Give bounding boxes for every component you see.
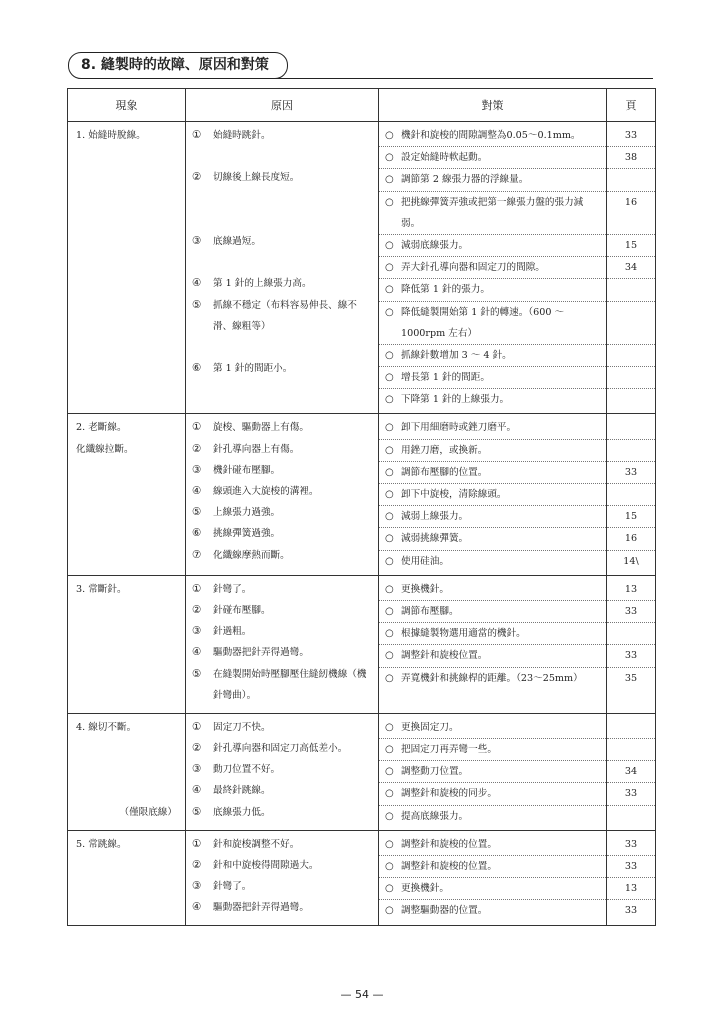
solution-item	[379, 600, 606, 622]
cause-text: 抓線不穩定（布料容易伸長、線不滑、線粗等）	[213, 299, 357, 332]
circled-number: ⑤	[192, 506, 202, 519]
solution-text: 減弱底線張力。	[401, 239, 469, 251]
solution-text: 設定始縫時軟起動。	[401, 152, 488, 164]
cause-text: 針彎了。	[213, 881, 252, 893]
page-ref	[607, 805, 655, 827]
bullet-circle-icon: ○	[385, 444, 394, 456]
cause-text: 化纖線摩熱而斷。	[213, 549, 290, 561]
page-ref: 16	[607, 191, 655, 234]
fault-group	[68, 575, 656, 713]
page-number: — 54 —	[340, 988, 384, 1001]
solution-cell	[379, 122, 607, 414]
cause-text: 針碰布壓腳。	[213, 604, 271, 616]
cause-item	[186, 579, 378, 600]
solution-text: 降低縫製開始第 1 針的轉速。（600 ～ 1000rpm 左右）	[401, 306, 565, 339]
cause-text: 針孔導向器上有傷。	[213, 443, 300, 455]
cause-item	[186, 295, 378, 359]
bullet-circle-icon: ○	[385, 883, 394, 895]
cause-text: 針過粗。	[213, 626, 252, 638]
page-ref: 33	[607, 461, 655, 483]
solution-item	[379, 855, 606, 877]
solution-item	[379, 125, 606, 146]
bullet-circle-icon: ○	[385, 744, 394, 756]
solution-item	[379, 366, 606, 388]
cause-item	[186, 664, 378, 706]
cause-item	[186, 780, 378, 801]
solution-item	[379, 667, 606, 710]
cause-cell	[186, 575, 379, 713]
cause-text: 始縫時跳針。	[213, 130, 271, 141]
phenomenon-text: （僅限底線）	[119, 806, 177, 818]
fault-group	[68, 122, 656, 414]
page-ref	[607, 344, 655, 366]
column-header-cause: 原因	[186, 89, 379, 122]
circled-number: ③	[192, 463, 202, 476]
header-rule	[268, 78, 653, 79]
solution-item	[379, 461, 606, 483]
header-row	[68, 89, 656, 122]
circled-number: ⑥	[192, 362, 202, 375]
cause-item	[186, 545, 378, 566]
page-cell	[607, 414, 656, 575]
solution-item	[379, 644, 606, 666]
page-ref: 33	[624, 838, 638, 850]
circled-number: ①	[192, 837, 202, 850]
solution-item	[379, 168, 606, 190]
solution-text: 減弱上線張力。	[401, 511, 469, 523]
cause-text: 動刀位置不好。	[213, 764, 281, 776]
bullet-circle-icon: ○	[385, 130, 394, 141]
solution-text: 調節第 2 線張力器的浮線量。	[401, 174, 529, 186]
solution-item	[379, 579, 606, 600]
solution-text: 弄寬機針和挑線桿的距離。（23～25mm）	[401, 672, 583, 684]
cause-text: 底線過短。	[213, 235, 261, 247]
solution-text: 卸下用細磨時或銼刀磨平。	[401, 422, 517, 434]
bullet-circle-icon: ○	[385, 766, 394, 778]
circled-number: ③	[192, 625, 202, 638]
solution-item	[379, 191, 606, 234]
phenomenon-text: 3. 常斷針。	[76, 583, 127, 595]
page-ref	[607, 738, 655, 760]
bullet-circle-icon: ○	[385, 349, 394, 361]
table-row	[68, 830, 656, 925]
bullet-circle-icon: ○	[385, 810, 394, 822]
page-ref	[607, 483, 655, 505]
solution-item	[379, 483, 606, 505]
cause-item	[186, 417, 378, 438]
table-row	[68, 575, 656, 713]
solution-item	[379, 834, 606, 855]
column-header-phenomenon: 現象	[68, 89, 186, 122]
section-header	[68, 52, 653, 82]
solution-item	[379, 505, 606, 527]
cause-item	[186, 523, 378, 544]
solution-cell	[379, 414, 607, 575]
solution-item	[379, 738, 606, 760]
cause-item	[186, 876, 378, 897]
page-ref	[607, 301, 655, 344]
solution-item	[379, 388, 606, 410]
solution-text: 調整驅動器的位置。	[401, 905, 488, 917]
bullet-circle-icon: ○	[385, 788, 394, 800]
page-ref: 33	[607, 782, 655, 804]
fault-group	[68, 830, 656, 925]
column-header-solution: 對策	[379, 89, 607, 122]
solution-text: 增長第 1 針的間距。	[401, 372, 490, 384]
phenomenon-cell	[68, 122, 186, 414]
circled-number: ⑦	[192, 548, 202, 561]
solution-item	[379, 234, 606, 256]
cause-text: 旋梭、驅動器上有傷。	[213, 422, 309, 434]
page-ref: 33	[607, 899, 655, 921]
cause-text: 驅動器把針弄得過彎。	[213, 647, 309, 659]
solution-item	[379, 877, 606, 899]
page-ref: 15	[607, 234, 655, 256]
cause-text: 針和中旋梭得間隙過大。	[213, 860, 319, 872]
cause-item	[186, 125, 378, 167]
bullet-circle-icon: ○	[385, 628, 394, 640]
solution-item	[379, 622, 606, 644]
circled-number: ②	[192, 859, 202, 872]
cause-text: 機針碰布壓腳。	[213, 464, 281, 476]
page-cell	[607, 830, 656, 925]
solution-item	[379, 256, 606, 278]
cause-text: 第 1 針的間距小。	[213, 363, 293, 375]
cause-item	[186, 717, 378, 738]
phenomenon-text: 1. 始縫時脫線。	[76, 130, 146, 141]
solution-item	[379, 439, 606, 461]
cause-text: 最終針跳線。	[213, 785, 271, 797]
circled-number: ⑤	[192, 805, 202, 818]
table-row	[68, 122, 656, 414]
cause-text: 挑線彈簧過強。	[213, 528, 281, 540]
page-cell	[607, 575, 656, 713]
page-ref: 13	[624, 583, 638, 595]
solution-cell	[379, 830, 607, 925]
page-ref: 16	[607, 527, 655, 549]
circled-number: ③	[192, 763, 202, 776]
cause-text: 針和旋梭調整不好。	[213, 838, 300, 850]
cause-item	[186, 621, 378, 642]
cause-item	[186, 231, 378, 273]
solution-text: 調節布壓腳的位置。	[401, 466, 488, 478]
solution-text: 用銼刀磨，或換新。	[401, 444, 488, 456]
cause-item	[186, 600, 378, 621]
cause-item	[186, 738, 378, 759]
circled-number: ②	[192, 603, 202, 616]
solution-text: 調整動刀位置。	[401, 766, 469, 778]
troubleshooting-table	[67, 88, 656, 926]
solution-text: 更換機針。	[401, 583, 449, 595]
phenomenon-text: 2. 老斷線。	[76, 422, 127, 434]
cause-text: 針孔導向器和固定刀高低差小。	[213, 743, 348, 755]
phenomenon-text: 5. 常跳線。	[76, 838, 127, 850]
table-row	[68, 713, 656, 830]
solution-item	[379, 899, 606, 921]
bullet-circle-icon: ○	[385, 174, 394, 186]
solution-item	[379, 417, 606, 438]
table-row	[68, 414, 656, 575]
bullet-circle-icon: ○	[385, 511, 394, 523]
bullet-circle-icon: ○	[385, 721, 394, 733]
circled-number: ①	[192, 582, 202, 595]
cause-text: 線頭進入大旋梭的溝裡。	[213, 486, 319, 498]
solution-text: 更換固定刀。	[401, 721, 459, 733]
solution-item	[379, 527, 606, 549]
phenomenon-text	[68, 738, 185, 802]
page-ref: 15	[607, 505, 655, 527]
cause-cell	[186, 713, 379, 830]
circled-number: ②	[192, 171, 202, 184]
circled-number: ③	[192, 880, 202, 893]
solution-item	[379, 278, 606, 300]
column-header-page: 頁	[607, 89, 656, 122]
bullet-circle-icon: ○	[385, 372, 394, 384]
cause-text: 第 1 針的上線張力高。	[213, 278, 312, 290]
cause-item	[186, 855, 378, 876]
solution-text: 使用硅油。	[401, 555, 449, 567]
circled-number: ⑥	[192, 527, 202, 540]
cause-item	[186, 358, 378, 400]
bullet-circle-icon: ○	[385, 196, 394, 208]
solution-text: 抓線針數增加 3 ～ 4 針。	[401, 349, 512, 361]
cause-text: 上線張力過強。	[213, 507, 281, 519]
solution-item	[379, 805, 606, 827]
solution-item	[379, 782, 606, 804]
cause-text: 在縫製開始時壓腳壓住縫紉機線（機針彎曲）。	[213, 668, 367, 701]
circled-number: ①	[192, 129, 202, 141]
circled-number: ④	[192, 784, 202, 797]
page-ref	[607, 439, 655, 461]
solution-text: 調節布壓腳。	[401, 605, 459, 617]
bullet-circle-icon: ○	[385, 861, 394, 873]
page-ref	[607, 388, 655, 410]
page-ref: 33	[607, 600, 655, 622]
cause-item	[186, 802, 378, 823]
page-ref: 33	[607, 644, 655, 666]
bullet-circle-icon: ○	[385, 533, 394, 545]
solution-text: 下降第 1 針的上線張力。	[401, 394, 510, 406]
bullet-circle-icon: ○	[385, 838, 394, 850]
circled-number: ②	[192, 442, 202, 455]
circled-number: ②	[192, 742, 202, 755]
cause-text: 切線後上線長度短。	[213, 172, 300, 184]
fault-group	[68, 414, 656, 575]
solution-text: 調整針和旋梭的同步。	[401, 788, 497, 800]
solution-item	[379, 550, 606, 572]
solution-item	[379, 146, 606, 168]
section-title: 8. 縫製時的故障、原因和對策	[68, 52, 288, 79]
page-cell	[607, 713, 656, 830]
cause-item	[186, 273, 378, 294]
circled-number: ③	[192, 234, 202, 247]
circled-number: ⑤	[192, 298, 202, 311]
page-ref: 33	[607, 855, 655, 877]
solution-item	[379, 760, 606, 782]
circled-number: ⑤	[192, 667, 202, 680]
page-ref	[607, 622, 655, 644]
solution-text: 根據縫製物選用適當的機針。	[401, 628, 526, 640]
fault-group	[68, 713, 656, 830]
cause-item	[186, 502, 378, 523]
solution-text: 把固定刀再弄彎一些。	[401, 744, 497, 756]
page-ref: 13	[607, 877, 655, 899]
phenomenon-text: 化纖線拉斷。	[76, 443, 134, 455]
phenomenon-text: 4. 線切不斷。	[76, 721, 137, 733]
bullet-circle-icon: ○	[385, 306, 394, 318]
bullet-circle-icon: ○	[385, 605, 394, 617]
cause-cell	[186, 414, 379, 575]
solution-cell	[379, 713, 607, 830]
solution-text: 減弱挑線彈簧。	[401, 533, 469, 545]
solution-cell	[379, 575, 607, 713]
solution-text: 機針和旋梭的間隙調整為0.05～0.1mm。	[401, 130, 581, 141]
cause-item	[186, 439, 378, 460]
page-ref: 33	[624, 130, 638, 141]
bullet-circle-icon: ○	[385, 583, 394, 595]
page-ref: 14\	[607, 550, 655, 572]
page-ref	[607, 168, 655, 190]
cause-item	[186, 759, 378, 780]
cause-text: 驅動器把針弄得過彎。	[213, 902, 309, 914]
bullet-circle-icon: ○	[385, 284, 394, 296]
cause-item	[186, 460, 378, 481]
solution-text: 提高底線張力。	[401, 810, 469, 822]
phenomenon-cell	[68, 575, 186, 713]
cause-text: 底線張力低。	[213, 806, 271, 818]
phenomenon-cell	[68, 713, 186, 830]
bullet-circle-icon: ○	[385, 262, 394, 274]
bullet-circle-icon: ○	[385, 394, 394, 406]
bullet-circle-icon: ○	[385, 152, 394, 164]
cause-cell	[186, 122, 379, 414]
circled-number: ①	[192, 720, 202, 733]
bullet-circle-icon: ○	[385, 650, 394, 662]
solution-text: 調整針和旋梭的位置。	[401, 861, 497, 873]
cause-cell	[186, 830, 379, 925]
bullet-circle-icon: ○	[385, 239, 394, 251]
cause-item	[186, 481, 378, 502]
cause-item	[186, 167, 378, 231]
cause-item	[186, 834, 378, 855]
circled-number: ④	[192, 901, 202, 914]
circled-number: ①	[192, 421, 202, 434]
solution-item	[379, 301, 606, 344]
solution-item	[379, 717, 606, 738]
bullet-circle-icon: ○	[385, 905, 394, 917]
phenomenon-cell	[68, 830, 186, 925]
page-ref	[607, 278, 655, 300]
phenomenon-cell	[68, 414, 186, 575]
bullet-circle-icon: ○	[385, 422, 394, 434]
solution-text: 降低第 1 針的張力。	[401, 284, 490, 296]
cause-item	[186, 642, 378, 663]
cause-item	[186, 897, 378, 918]
page-ref: 34	[607, 760, 655, 782]
solution-text: 卸下中旋梭，清除線頭。	[401, 489, 507, 501]
page-ref	[607, 366, 655, 388]
cause-text: 針彎了。	[213, 583, 252, 595]
solution-text: 弄大針孔導向器和固定刀的間隙。	[401, 262, 545, 274]
page-ref: 34	[607, 256, 655, 278]
bullet-circle-icon: ○	[385, 555, 394, 567]
page-ref	[607, 417, 655, 438]
bullet-circle-icon: ○	[385, 466, 394, 478]
bullet-circle-icon: ○	[385, 672, 394, 684]
circled-number: ④	[192, 646, 202, 659]
solution-text: 調整針和旋梭的位置。	[401, 838, 497, 850]
circled-number: ④	[192, 485, 202, 498]
page-ref: 38	[607, 146, 655, 168]
solution-text: 把挑線彈簧弄強或把第一線張力盤的張力減弱。	[401, 196, 584, 229]
bullet-circle-icon: ○	[385, 489, 394, 501]
circled-number: ④	[192, 277, 202, 290]
solution-text: 調整針和旋梭位置。	[401, 650, 488, 662]
solution-item	[379, 344, 606, 366]
page-cell	[607, 122, 656, 414]
cause-text: 固定刀不快。	[213, 721, 271, 733]
page-ref: 35	[607, 667, 655, 710]
page-ref	[607, 717, 655, 738]
solution-text: 更換機針。	[401, 883, 449, 895]
